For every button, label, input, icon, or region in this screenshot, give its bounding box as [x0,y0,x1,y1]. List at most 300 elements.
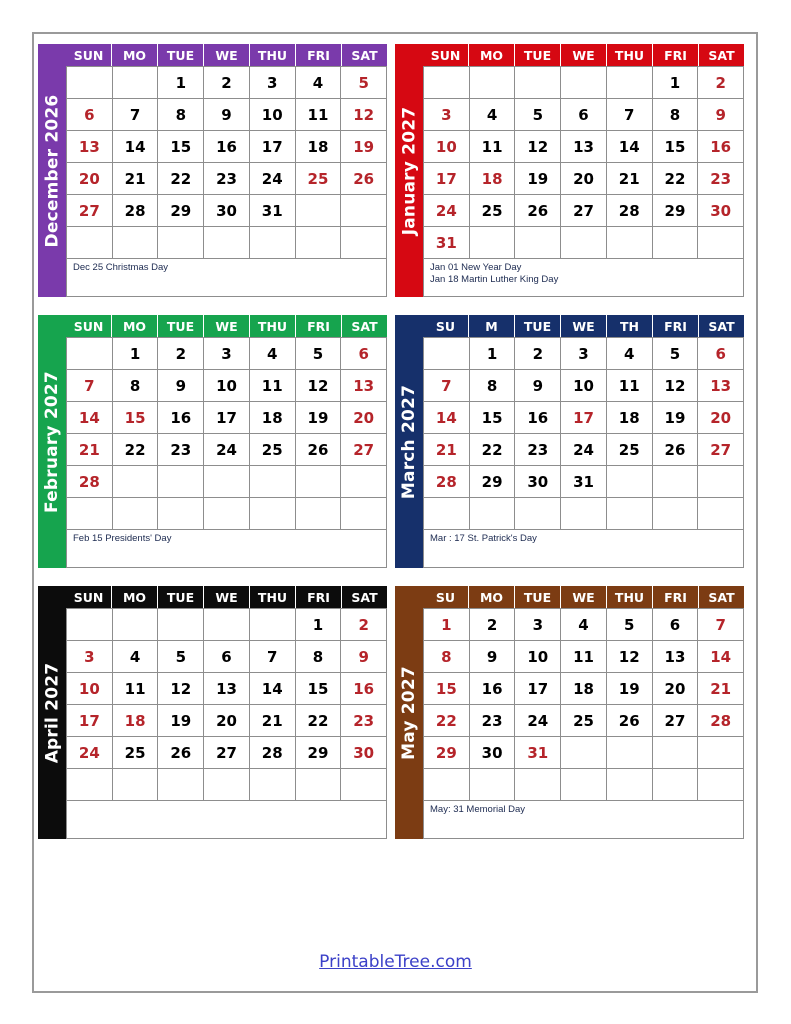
day-cell-empty [204,466,250,498]
day-cell-empty [424,769,470,801]
day-cell-empty [204,498,250,530]
day-cell-15[interactable]: 15 [470,402,516,434]
day-cell-empty [67,338,113,370]
day-cell-11[interactable]: 11 [561,641,607,673]
weekday-header-thu: THU [607,44,653,66]
month-title: February 2027 [42,370,63,513]
day-cell-4[interactable]: 4 [607,338,653,370]
day-cell-22[interactable]: 22 [113,434,159,466]
weeks-grid [66,608,387,801]
month-panel-april-2027 [38,586,395,857]
weekday-header-sun: SUN [66,315,112,337]
day-cell-29[interactable]: 29 [296,737,342,769]
day-cell-15[interactable]: 15 [653,131,699,163]
day-cell-1[interactable]: 1 [296,609,342,641]
day-cell-2[interactable]: 2 [470,609,516,641]
week-row [67,466,387,498]
day-cell-empty [607,466,653,498]
weekday-header-thu: THU [250,315,296,337]
month-panel-december-2026 [38,44,395,315]
day-cell-5[interactable]: 5 [607,609,653,641]
holiday-notes [66,259,387,297]
weekday-header-sat: SAT [351,318,378,334]
day-cell-11[interactable]: 11 [250,370,296,402]
day-cell-13[interactable]: 13 [561,131,607,163]
weekday-header-m: M [469,315,515,337]
month-title: May 2027 [399,665,419,760]
day-cell-30[interactable]: 30 [698,195,744,227]
holiday-notes [423,801,744,839]
weekday-header-tue: TUE [158,315,204,337]
weekday-header-sun: SUN [66,44,112,66]
day-cell-empty [515,769,561,801]
day-cell-11[interactable]: 11 [296,99,342,131]
weekday-header-we: WE [204,586,250,608]
weekday-header-mo: MO [112,586,158,608]
day-cell-empty [698,769,744,801]
weekday-header-mo: MO [469,586,515,608]
day-cell-13[interactable]: 13 [653,641,699,673]
day-cell-10[interactable]: 10 [250,99,296,131]
day-cell-30[interactable]: 30 [470,737,516,769]
weekday-header-sat: SAT [708,47,735,63]
day-cell-25[interactable]: 25 [607,434,653,466]
month-panel-march-2027 [395,315,752,586]
week-row [424,466,744,498]
day-cell-4[interactable]: 4 [296,67,342,99]
day-cell-26[interactable]: 26 [341,163,387,195]
day-cell-27[interactable]: 27 [698,434,744,466]
day-cell-empty [698,227,744,259]
day-cell-17[interactable]: 17 [515,673,561,705]
day-cell-19[interactable]: 19 [515,163,561,195]
day-cell-31[interactable]: 31 [250,195,296,227]
day-cell-empty [561,498,607,530]
holiday-notes [423,530,744,568]
week-row [67,705,387,737]
day-cell-21[interactable]: 21 [607,163,653,195]
day-cell-12[interactable]: 12 [515,131,561,163]
day-cell-empty [113,769,159,801]
week-row [67,195,387,227]
day-cell-11[interactable]: 11 [113,673,159,705]
day-cell-4[interactable]: 4 [113,641,159,673]
day-cell-empty [561,769,607,801]
week-row [67,402,387,434]
day-cell-8[interactable]: 8 [424,641,470,673]
day-cell-5[interactable]: 5 [341,67,387,99]
day-cell-10[interactable]: 10 [515,641,561,673]
day-cell-26[interactable]: 26 [607,705,653,737]
day-cell-15[interactable]: 15 [424,673,470,705]
day-cell-24[interactable]: 24 [424,195,470,227]
day-cell-7[interactable]: 7 [113,99,159,131]
day-cell-empty [341,466,387,498]
day-cell-23[interactable]: 23 [158,434,204,466]
day-cell-15[interactable]: 15 [113,402,159,434]
day-cell-7[interactable]: 7 [67,370,113,402]
day-cell-18[interactable]: 18 [470,163,516,195]
day-cell-19[interactable]: 19 [653,402,699,434]
day-cell-27[interactable]: 27 [561,195,607,227]
day-cell-25[interactable]: 25 [113,737,159,769]
day-cell-25[interactable]: 25 [250,434,296,466]
holiday-note: Dec 25 Christmas Day [73,262,169,273]
day-cell-14[interactable]: 14 [250,673,296,705]
day-cell-20[interactable]: 20 [67,163,113,195]
day-cell-empty [653,227,699,259]
day-cell-21[interactable]: 21 [698,673,744,705]
day-cell-19[interactable]: 19 [607,673,653,705]
day-cell-10[interactable]: 10 [204,370,250,402]
day-cell-16[interactable]: 16 [341,673,387,705]
week-row [424,131,744,163]
day-cell-15[interactable]: 15 [158,131,204,163]
day-cell-25[interactable]: 25 [561,705,607,737]
weekday-header-we: WE [561,315,607,337]
month-body [66,44,387,297]
day-cell-22[interactable]: 22 [470,434,516,466]
day-cell-31[interactable]: 31 [424,227,470,259]
day-cell-empty [424,498,470,530]
weekday-header-th: TH [607,315,653,337]
day-cell-empty [561,67,607,99]
day-cell-empty [113,227,159,259]
weekday-header-we: WE [204,315,250,337]
day-cell-7[interactable]: 7 [698,609,744,641]
day-cell-empty [698,498,744,530]
weekday-header-mo: MO [112,44,158,66]
day-cell-22[interactable]: 22 [653,163,699,195]
day-cell-21[interactable]: 21 [250,705,296,737]
day-cell-empty [204,227,250,259]
day-cell-14[interactable]: 14 [113,131,159,163]
day-cell-29[interactable]: 29 [470,466,516,498]
day-cell-23[interactable]: 23 [341,705,387,737]
weekday-header-row [66,586,387,608]
day-cell-13[interactable]: 13 [698,370,744,402]
day-cell-empty [653,737,699,769]
day-cell-24[interactable]: 24 [515,705,561,737]
calendar-grid [38,44,752,857]
day-cell-2[interactable]: 2 [698,67,744,99]
day-cell-3[interactable]: 3 [67,641,113,673]
day-cell-31[interactable]: 31 [561,466,607,498]
week-row [424,338,744,370]
week-row [424,609,744,641]
day-cell-26[interactable]: 26 [158,737,204,769]
day-cell-14[interactable]: 14 [67,402,113,434]
weekday-header-fri: FRI [296,44,342,66]
weekday-header-row [423,44,744,66]
day-cell-14[interactable]: 14 [607,131,653,163]
day-cell-11[interactable]: 11 [607,370,653,402]
day-cell-28[interactable]: 28 [698,705,744,737]
holiday-notes [66,801,387,839]
day-cell-8[interactable]: 8 [653,99,699,131]
day-cell-10[interactable]: 10 [424,131,470,163]
day-cell-26[interactable]: 26 [653,434,699,466]
month-panel-january-2027 [395,44,752,315]
day-cell-4[interactable]: 4 [250,338,296,370]
day-cell-1[interactable]: 1 [424,609,470,641]
day-cell-1[interactable]: 1 [470,338,516,370]
day-cell-8[interactable]: 8 [296,641,342,673]
day-cell-empty [296,195,342,227]
week-row [67,641,387,673]
day-cell-4[interactable]: 4 [561,609,607,641]
day-cell-13[interactable]: 13 [204,673,250,705]
day-cell-27[interactable]: 27 [67,195,113,227]
weeks-grid [423,608,744,801]
day-cell-24[interactable]: 24 [67,737,113,769]
day-cell-12[interactable]: 12 [296,370,342,402]
weekday-header-sat: SAT [708,589,735,605]
day-cell-empty [67,769,113,801]
day-cell-28[interactable]: 28 [67,466,113,498]
day-cell-empty [653,769,699,801]
weekday-header-su: SU [423,315,469,337]
weekday-header-tue: TUE [515,44,561,66]
weekday-header-sun: SUN [66,586,112,608]
day-cell-14[interactable]: 14 [424,402,470,434]
day-cell-6[interactable]: 6 [698,338,744,370]
month-spine-march-2027 [395,315,423,568]
day-cell-8[interactable]: 8 [470,370,516,402]
day-cell-17[interactable]: 17 [424,163,470,195]
day-cell-6[interactable]: 6 [341,338,387,370]
weekday-header-thu: THU [607,586,653,608]
day-cell-25[interactable]: 25 [470,195,516,227]
week-row [67,338,387,370]
day-cell-30[interactable]: 30 [515,466,561,498]
day-cell-21[interactable]: 21 [113,163,159,195]
weekday-header-we: WE [204,44,250,66]
holiday-note: Jan 18 Martin Luther King Day [430,274,559,285]
day-cell-8[interactable]: 8 [113,370,159,402]
day-cell-16[interactable]: 16 [158,402,204,434]
weekday-header-row [66,315,387,337]
holiday-note: Jan 01 New Year Day [430,262,522,273]
month-body [423,44,744,297]
day-cell-16[interactable]: 16 [515,402,561,434]
day-cell-empty [250,609,296,641]
day-cell-25[interactable]: 25 [296,163,342,195]
day-cell-20[interactable]: 20 [653,673,699,705]
day-cell-1[interactable]: 1 [113,338,159,370]
day-cell-empty [515,67,561,99]
weeks-grid [66,66,387,259]
day-cell-empty [67,498,113,530]
day-cell-12[interactable]: 12 [653,370,699,402]
day-cell-18[interactable]: 18 [561,673,607,705]
day-cell-8[interactable]: 8 [158,99,204,131]
day-cell-empty [113,498,159,530]
holiday-notes [66,530,387,568]
day-cell-15[interactable]: 15 [296,673,342,705]
weeks-grid [423,66,744,259]
day-cell-7[interactable]: 7 [607,99,653,131]
day-cell-9[interactable]: 9 [515,370,561,402]
day-cell-3[interactable]: 3 [515,609,561,641]
day-cell-3[interactable]: 3 [250,67,296,99]
day-cell-9[interactable]: 9 [204,99,250,131]
day-cell-20[interactable]: 20 [341,402,387,434]
day-cell-27[interactable]: 27 [204,737,250,769]
day-cell-10[interactable]: 10 [561,370,607,402]
day-cell-29[interactable]: 29 [158,195,204,227]
day-cell-2[interactable]: 2 [515,338,561,370]
day-cell-22[interactable]: 22 [296,705,342,737]
week-row [424,99,744,131]
day-cell-5[interactable]: 5 [296,338,342,370]
day-cell-16[interactable]: 16 [204,131,250,163]
day-cell-2[interactable]: 2 [204,67,250,99]
day-cell-4[interactable]: 4 [470,99,516,131]
day-cell-6[interactable]: 6 [653,609,699,641]
day-cell-27[interactable]: 27 [653,705,699,737]
day-cell-empty [158,769,204,801]
day-cell-18[interactable]: 18 [250,402,296,434]
weekday-header-thu: THU [250,44,296,66]
day-cell-18[interactable]: 18 [296,131,342,163]
day-cell-21[interactable]: 21 [67,434,113,466]
printabletree-link[interactable]: PrintableTree.com [319,952,472,972]
day-cell-13[interactable]: 13 [341,370,387,402]
day-cell-18[interactable]: 18 [607,402,653,434]
day-cell-22[interactable]: 22 [424,705,470,737]
day-cell-27[interactable]: 27 [341,434,387,466]
day-cell-2[interactable]: 2 [341,609,387,641]
day-cell-17[interactable]: 17 [67,705,113,737]
day-cell-16[interactable]: 16 [698,131,744,163]
day-cell-2[interactable]: 2 [158,338,204,370]
month-title: April 2027 [42,662,63,763]
day-cell-24[interactable]: 24 [250,163,296,195]
day-cell-17[interactable]: 17 [561,402,607,434]
day-cell-23[interactable]: 23 [204,163,250,195]
day-cell-30[interactable]: 30 [341,737,387,769]
day-cell-3[interactable]: 3 [204,338,250,370]
day-cell-9[interactable]: 9 [698,99,744,131]
day-cell-7[interactable]: 7 [250,641,296,673]
day-cell-12[interactable]: 12 [341,99,387,131]
day-cell-5[interactable]: 5 [653,338,699,370]
day-cell-29[interactable]: 29 [653,195,699,227]
day-cell-28[interactable]: 28 [607,195,653,227]
month-spine-january-2027 [395,44,423,297]
day-cell-11[interactable]: 11 [470,131,516,163]
day-cell-14[interactable]: 14 [698,641,744,673]
day-cell-23[interactable]: 23 [515,434,561,466]
day-cell-30[interactable]: 30 [204,195,250,227]
week-row [67,498,387,530]
day-cell-6[interactable]: 6 [561,99,607,131]
day-cell-empty [607,67,653,99]
day-cell-empty [158,466,204,498]
day-cell-20[interactable]: 20 [561,163,607,195]
day-cell-19[interactable]: 19 [158,705,204,737]
day-cell-31[interactable]: 31 [515,737,561,769]
month-body [66,586,387,839]
day-cell-19[interactable]: 19 [296,402,342,434]
weekday-header-sun: SUN [423,44,469,66]
day-cell-empty [515,227,561,259]
day-cell-22[interactable]: 22 [158,163,204,195]
weekday-header-we: WE [561,586,607,608]
day-cell-1[interactable]: 1 [653,67,699,99]
day-cell-6[interactable]: 6 [67,99,113,131]
day-cell-23[interactable]: 23 [698,163,744,195]
day-cell-28[interactable]: 28 [424,466,470,498]
week-row [424,641,744,673]
day-cell-empty [296,466,342,498]
week-row [424,673,744,705]
day-cell-empty [296,227,342,259]
week-row [67,227,387,259]
day-cell-24[interactable]: 24 [561,434,607,466]
day-cell-empty [204,769,250,801]
weekday-header-we: WE [561,44,607,66]
day-cell-empty [653,498,699,530]
day-cell-1[interactable]: 1 [158,67,204,99]
day-cell-13[interactable]: 13 [67,131,113,163]
day-cell-17[interactable]: 17 [204,402,250,434]
weekday-header-sat: SAT [351,47,378,63]
day-cell-empty [698,737,744,769]
day-cell-26[interactable]: 26 [515,195,561,227]
day-cell-5[interactable]: 5 [515,99,561,131]
day-cell-empty [607,769,653,801]
day-cell-16[interactable]: 16 [470,673,516,705]
day-cell-empty [250,227,296,259]
day-cell-9[interactable]: 9 [470,641,516,673]
day-cell-29[interactable]: 29 [424,737,470,769]
week-row [67,737,387,769]
day-cell-24[interactable]: 24 [204,434,250,466]
weekday-header-su: SU [423,586,469,608]
weekday-header-tue: TUE [515,315,561,337]
day-cell-9[interactable]: 9 [341,641,387,673]
day-cell-9[interactable]: 9 [158,370,204,402]
day-cell-20[interactable]: 20 [204,705,250,737]
day-cell-28[interactable]: 28 [113,195,159,227]
week-row [424,737,744,769]
day-cell-26[interactable]: 26 [296,434,342,466]
day-cell-3[interactable]: 3 [424,99,470,131]
day-cell-17[interactable]: 17 [250,131,296,163]
day-cell-3[interactable]: 3 [561,338,607,370]
weekday-header-fri: FRI [653,315,699,337]
day-cell-12[interactable]: 12 [158,673,204,705]
day-cell-10[interactable]: 10 [67,673,113,705]
day-cell-20[interactable]: 20 [698,402,744,434]
week-row [67,67,387,99]
day-cell-empty [698,466,744,498]
day-cell-18[interactable]: 18 [113,705,159,737]
day-cell-12[interactable]: 12 [607,641,653,673]
day-cell-23[interactable]: 23 [470,705,516,737]
day-cell-7[interactable]: 7 [424,370,470,402]
day-cell-5[interactable]: 5 [158,641,204,673]
weekday-header-tue: TUE [158,586,204,608]
day-cell-19[interactable]: 19 [341,131,387,163]
day-cell-21[interactable]: 21 [424,434,470,466]
week-row [424,227,744,259]
day-cell-6[interactable]: 6 [204,641,250,673]
month-body [66,315,387,568]
day-cell-28[interactable]: 28 [250,737,296,769]
